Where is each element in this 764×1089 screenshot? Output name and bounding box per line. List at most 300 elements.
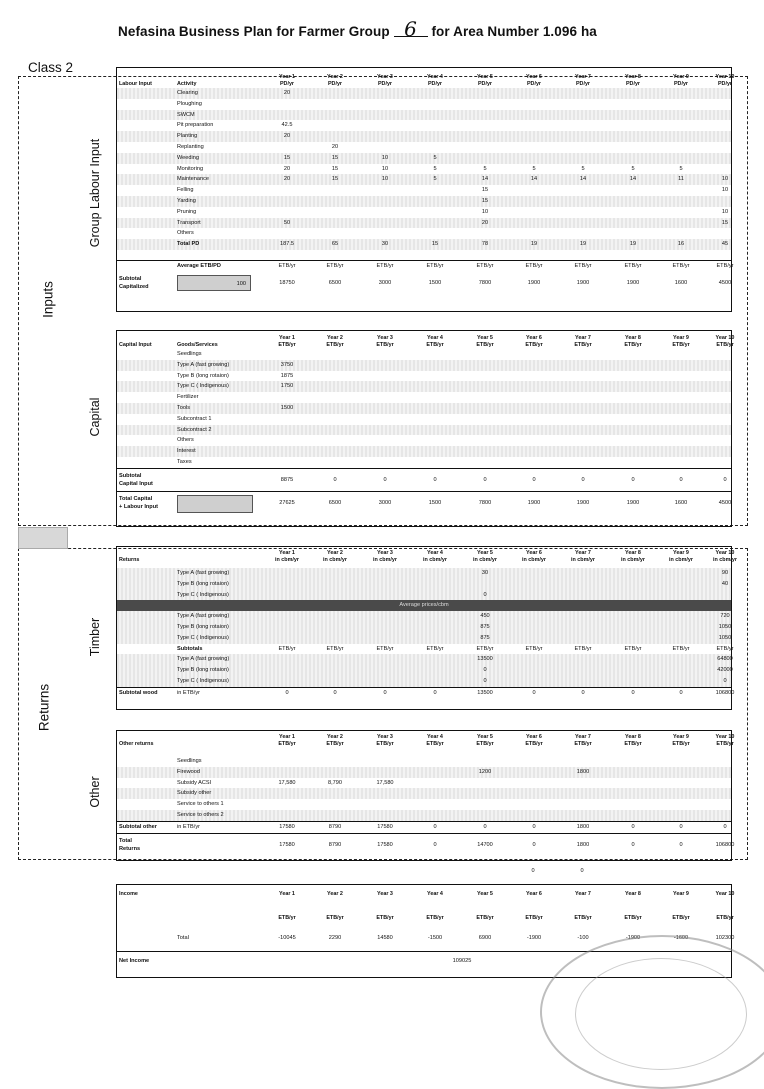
cell-year-1 xyxy=(267,335,307,349)
cell-year-6: ETB/yr xyxy=(525,915,543,921)
cell-year-9: 0 xyxy=(679,823,683,830)
cell-year-4: 0 xyxy=(433,476,437,483)
cell-year-1: -10045 xyxy=(278,935,296,941)
cell-year-5 xyxy=(465,74,505,88)
page-title xyxy=(118,17,597,41)
other-row-seedlings xyxy=(117,756,731,767)
cell-year-10: 1050 xyxy=(718,623,732,630)
cell-year-8: 19 xyxy=(629,241,637,248)
cell-year-1 xyxy=(267,734,307,748)
cell-year-8: ETB/yr xyxy=(624,262,642,269)
cell-year-1: ETB/yr xyxy=(278,262,296,269)
labour-subtotal-row xyxy=(117,272,731,294)
corner-label: Capital Input xyxy=(119,342,152,348)
year-unit: in cbm/yr xyxy=(473,557,497,563)
activity-label: Clearing xyxy=(177,90,198,96)
labour-row-maintenance xyxy=(117,174,731,185)
cell-year-3: 17,580 xyxy=(376,779,394,786)
labour-row-weeding xyxy=(117,153,731,164)
corner-label: Other returns xyxy=(119,741,154,747)
cell-year-6: 5 xyxy=(532,165,536,172)
cell-year-9 xyxy=(661,550,701,564)
year-label: Year 3 xyxy=(377,550,393,556)
year-label: Year 5 xyxy=(477,550,493,556)
capital-table xyxy=(116,330,735,527)
other-label: Other xyxy=(88,776,102,808)
price-band-row xyxy=(117,600,731,611)
cell-year-1: 20 xyxy=(283,133,291,140)
timber-type-label: Type A (fast growing) xyxy=(177,613,230,620)
year-unit: PD/yr xyxy=(526,81,542,87)
cell-year-10 xyxy=(705,550,745,564)
year-unit: ETB/yr xyxy=(426,741,444,747)
cell-year-8: 0 xyxy=(631,823,635,830)
year-label: Year 9 xyxy=(673,335,689,341)
year-label: Year 7 xyxy=(575,335,591,341)
cell-year-8: 0 xyxy=(631,476,635,483)
subtotal-line1: Subtotal xyxy=(119,275,142,282)
goods-label: Fertilizer xyxy=(177,394,199,401)
labour-row-clearing xyxy=(117,88,731,99)
cell-year-3: 0 xyxy=(383,476,387,483)
cell-year-2: 6500 xyxy=(328,279,342,286)
goods-label: Seedlings xyxy=(177,351,202,357)
year-unit: ETB/yr xyxy=(574,741,592,747)
capital-row-tools xyxy=(117,403,731,414)
cell-year-4: ETB/yr xyxy=(426,262,444,269)
timber-type-label: Type A (fast growing) xyxy=(177,570,230,576)
cell-year-1: 17580 xyxy=(279,823,295,830)
cell-year-5: 15 xyxy=(481,197,489,204)
timber-row xyxy=(117,654,731,665)
other-label: Subsidy ACSI xyxy=(177,779,212,786)
cell-year-4: ETB/yr xyxy=(426,645,444,652)
cell-year-7: 1800 xyxy=(576,823,590,830)
cell-year-10 xyxy=(705,335,745,349)
cell-year-2: 6500 xyxy=(328,499,342,506)
year-label: Year 1 xyxy=(279,335,295,341)
other-subtotal-row xyxy=(117,821,731,833)
year-unit: in cbm/yr xyxy=(713,557,737,563)
year-header-row xyxy=(117,550,737,564)
labour-row-pruning xyxy=(117,207,731,218)
cell-year-1: ETB/yr xyxy=(278,915,296,921)
timber-label: Timber xyxy=(88,617,102,657)
other-row-subsidy-acsi xyxy=(117,778,731,789)
cell-year-5: 15 xyxy=(481,187,489,194)
year-unit: in cbm/yr xyxy=(571,557,595,563)
income-unit-row xyxy=(117,915,734,933)
cell-year-8: 0 xyxy=(631,689,635,696)
cell-year-8: 1900 xyxy=(626,499,640,506)
year-label: Year 10 xyxy=(715,550,735,556)
cell-year-3 xyxy=(365,734,405,748)
subtotals-label: Subtotals xyxy=(177,645,203,652)
cell-year-4: 5 xyxy=(433,154,437,161)
other-row-firewood xyxy=(117,767,731,778)
income-header-row xyxy=(117,891,735,915)
subtotal-label xyxy=(119,472,153,488)
timber-type-label: Type C ( Indigenous) xyxy=(177,634,229,641)
cell-year-9: 1600 xyxy=(674,279,688,286)
spacer xyxy=(117,250,731,260)
activity-label: Maintenance xyxy=(177,176,210,183)
year-label: Year 4 xyxy=(427,335,443,341)
year-unit: ETB/yr xyxy=(426,342,444,348)
group-labour-label: Group Labour Input xyxy=(88,138,102,248)
year-label: Year 3 xyxy=(377,335,393,341)
total-label xyxy=(119,495,158,511)
cell-year-4: 5 xyxy=(433,176,437,183)
timber-row xyxy=(117,633,731,644)
year-unit: PD/yr xyxy=(477,81,493,87)
year-unit: ETB/yr xyxy=(624,741,642,747)
cell-year-9: 0 xyxy=(679,689,683,696)
subtotal-line2: Capital Input xyxy=(119,480,153,487)
cell-year-8 xyxy=(613,74,653,88)
cell-year-2 xyxy=(315,550,355,564)
cell-year-9: 16 xyxy=(677,241,685,248)
year-label: Year 9 xyxy=(673,550,689,556)
cell-year-8: 1900 xyxy=(626,279,640,286)
timber-row xyxy=(117,622,731,633)
cell-year-8: ETB/yr xyxy=(624,915,642,921)
cell-year-6 xyxy=(514,550,554,564)
labour-row-ploughing xyxy=(117,99,731,110)
timber-subtotal-row xyxy=(117,687,735,699)
cell-year-7: Year 7 xyxy=(575,891,591,897)
cell-year-3: 17580 xyxy=(377,823,393,830)
cell-year-10: 40 xyxy=(721,580,729,587)
cell-year-5: 1200 xyxy=(478,768,492,775)
cell-year-10: 4500 xyxy=(718,279,732,286)
cell-year-5: 875 xyxy=(480,634,490,641)
year-label: Year 7 xyxy=(575,734,591,740)
avg-header: Average ETB/PD xyxy=(177,262,221,269)
cell-year-4 xyxy=(415,734,455,748)
year-label: Year 6 xyxy=(526,335,542,341)
activity-label: Total PD xyxy=(177,241,200,248)
corner-label: Labour Input xyxy=(119,81,152,87)
year-unit: PD/yr xyxy=(625,81,641,87)
year-label: Year 2 xyxy=(327,335,343,341)
labour-row-transport xyxy=(117,218,731,229)
cell-year-5: 78 xyxy=(481,241,489,248)
cell-year-1: 1875 xyxy=(280,372,294,379)
cell-year-5: 13500 xyxy=(477,689,493,696)
capital-row-type-c-indigenous- xyxy=(117,381,731,392)
year-unit: PD/yr xyxy=(673,81,689,87)
cell-year-3: 10 xyxy=(381,176,389,183)
cell-year-8 xyxy=(613,734,653,748)
year-unit: ETB/yr xyxy=(672,741,690,747)
timber-type-label: Type B (long rotaion) xyxy=(177,580,229,587)
cell-year-1: 8875 xyxy=(280,476,294,483)
other-grid xyxy=(117,734,735,856)
title-suffix: for Area Number 1.096 ha xyxy=(431,24,597,39)
year-label: Year 2 xyxy=(327,550,343,556)
cell-year-6: ETB/yr xyxy=(525,645,543,652)
year-unit: ETB/yr xyxy=(278,741,296,747)
total-returns-label xyxy=(119,837,140,853)
cell-year-3: Year 3 xyxy=(377,891,393,897)
timber-table xyxy=(116,546,737,710)
cell-year-10: 10 xyxy=(721,187,729,194)
cell-year-5: 20 xyxy=(481,219,489,226)
goods-label: Interest xyxy=(177,448,196,455)
subtotal-wood-unit: in ETB/yr xyxy=(177,689,201,696)
cell-year-10: 720 xyxy=(720,613,730,620)
timber-row xyxy=(117,665,731,676)
cell-year-3 xyxy=(365,335,405,349)
labour-row-others xyxy=(117,228,731,239)
class-label: Class 2 xyxy=(28,60,74,75)
year-unit: in cbm/yr xyxy=(423,557,447,563)
subtotal-label xyxy=(119,275,149,291)
cell-year-5: 14 xyxy=(481,176,489,183)
cell-year-10: 45 xyxy=(721,241,729,248)
year-unit: ETB/yr xyxy=(525,342,543,348)
year-label: Year 2 xyxy=(327,74,343,80)
capital-total-row xyxy=(117,491,731,514)
year-unit: in cbm/yr xyxy=(275,557,299,563)
net-income-label: Net Income xyxy=(119,958,150,964)
cell-year-1: 27625 xyxy=(279,499,295,506)
year-label: Year 8 xyxy=(625,734,641,740)
year-unit: PD/yr xyxy=(575,81,591,87)
capital-row-type-a-fast-growing- xyxy=(117,360,731,371)
year-unit: in cbm/yr xyxy=(522,557,546,563)
cell-year-1: Year 1 xyxy=(279,891,295,897)
cell-year-6 xyxy=(514,74,554,88)
returns-label: Returns xyxy=(36,683,52,732)
labour-row-felling xyxy=(117,185,731,196)
total-returns-row xyxy=(117,833,735,856)
timber-type-label: Type C ( Indigenous) xyxy=(177,677,229,684)
cell-year-7: 1800 xyxy=(576,841,590,848)
labour-row-monitoring xyxy=(117,164,731,175)
year-unit: PD/yr xyxy=(279,81,295,87)
timber-type-label: Type B (long rotaion) xyxy=(177,667,229,674)
below-row xyxy=(116,866,732,877)
capital-row-seedlings xyxy=(117,349,731,360)
year-label: Year 1 xyxy=(279,74,295,80)
year-label: Year 3 xyxy=(377,734,393,740)
cell-year-7: 0 xyxy=(581,689,585,696)
labour-grid xyxy=(117,74,735,294)
net-income-value: 109025 xyxy=(452,958,472,964)
cell-year-5: 875 xyxy=(480,623,490,630)
cell-year-10: 42000 xyxy=(717,667,733,674)
cell-year-2: 8,790 xyxy=(328,779,342,786)
year-unit: ETB/yr xyxy=(278,342,296,348)
year-label: Year 9 xyxy=(673,74,689,80)
year-unit: PD/yr xyxy=(427,81,443,87)
activity-label: Ploughing xyxy=(177,100,202,107)
cell-year-1: 50 xyxy=(283,219,291,226)
column-header: Goods/Services xyxy=(177,342,218,348)
cell-year-10: Year 10 xyxy=(715,891,735,897)
cell-year-4: 15 xyxy=(431,241,439,248)
capital-row-others xyxy=(117,435,731,446)
cell-year-9: 5 xyxy=(679,165,683,172)
year-unit: ETB/yr xyxy=(574,342,592,348)
total-line1: Total Capital xyxy=(119,495,153,502)
income-total-label: Total xyxy=(177,935,189,941)
cell-year-5 xyxy=(465,550,505,564)
year-unit: in cbm/yr xyxy=(323,557,347,563)
cell-year-4: 1500 xyxy=(428,499,442,506)
timber-row xyxy=(117,568,731,579)
cell-year-10: 106800 xyxy=(715,841,735,848)
cell-year-5: 0 xyxy=(483,667,487,674)
cell-year-5 xyxy=(465,335,505,349)
income-label: Income xyxy=(119,891,138,897)
capital-row-subcontract-2 xyxy=(117,425,731,436)
cell-year-9: 11 xyxy=(678,176,684,183)
labour-row-yarding xyxy=(117,196,731,207)
cell-year-8 xyxy=(613,550,653,564)
cell-year-5: Year 5 xyxy=(477,891,493,897)
cell-year-1: 20 xyxy=(283,176,291,183)
cell-year-4 xyxy=(415,74,455,88)
goods-label: Subcontract 2 xyxy=(177,426,212,433)
other-row-subsidy-other xyxy=(117,788,731,799)
labour-row-pit-preparation xyxy=(117,120,731,131)
labour-row-swcm xyxy=(117,110,731,121)
separator-box xyxy=(18,527,68,549)
year-label: Year 7 xyxy=(575,550,591,556)
capital-row-subcontract-1 xyxy=(117,414,731,425)
year-label: Year 6 xyxy=(526,734,542,740)
cell-year-1: 1500 xyxy=(280,404,294,411)
cell-year-5: 7800 xyxy=(478,279,492,286)
cell-year-5: 0 xyxy=(483,591,487,598)
cell-year-10: 64800 xyxy=(717,656,733,663)
year-label: Year 2 xyxy=(327,734,343,740)
cell-year-6: 0 xyxy=(532,689,536,696)
cell-year-2: 15 xyxy=(331,154,339,161)
cell-year-4: 0 xyxy=(433,841,437,848)
subtotal-line1: Subtotal xyxy=(119,472,142,479)
cell-year-2: ETB/yr xyxy=(326,262,344,269)
cell-year-3: ETB/yr xyxy=(376,262,394,269)
cell-year-1: 20 xyxy=(283,165,291,172)
cell-year-2: ETB/yr xyxy=(326,645,344,652)
timber-row xyxy=(117,676,731,687)
subtotal-other-unit: in ETB/yr xyxy=(177,823,201,830)
cell-year-8: -1900 xyxy=(625,935,641,941)
cell-year-2: 0 xyxy=(333,689,337,696)
cell-year-7: 1900 xyxy=(576,279,590,286)
timber-type-label: Type A (fast growing) xyxy=(177,656,230,663)
cell-year-10: 0 xyxy=(723,823,727,830)
cell-year-7: ETB/yr xyxy=(574,262,592,269)
cell-year-7: 0 xyxy=(580,868,584,874)
cell-year-4: 0 xyxy=(433,689,437,696)
cell-year-1: 42.5 xyxy=(281,122,293,129)
timber-type-label: Type B (long rotaion) xyxy=(177,623,229,630)
subtotal-line2: Capitalized xyxy=(119,283,149,290)
cell-year-9: ETB/yr xyxy=(672,915,690,921)
cell-year-1: 1750 xyxy=(280,383,294,390)
cell-year-7: 1900 xyxy=(576,499,590,506)
cell-year-4: 5 xyxy=(433,165,437,172)
activity-label: Transport xyxy=(177,219,201,226)
cell-year-2: ETB/yr xyxy=(326,915,344,921)
cell-year-5: ETB/yr xyxy=(476,645,494,652)
cell-year-6: Year 6 xyxy=(526,891,542,897)
capital-row-fertilizer xyxy=(117,392,731,403)
year-unit: ETB/yr xyxy=(326,741,344,747)
cell-year-5: ETB/yr xyxy=(476,262,494,269)
cell-year-6: 0 xyxy=(531,868,535,874)
cell-year-5: 0 xyxy=(483,823,487,830)
capital-row-taxes xyxy=(117,457,731,468)
cell-year-10: 102300 xyxy=(715,935,735,941)
timber-row xyxy=(117,590,731,601)
year-unit: ETB/yr xyxy=(716,741,734,747)
cell-year-7 xyxy=(563,550,603,564)
year-label: Year 9 xyxy=(673,734,689,740)
cell-year-10: 1050 xyxy=(718,634,732,641)
cell-year-2: 2290 xyxy=(328,935,342,941)
year-label: Year 5 xyxy=(477,734,493,740)
cell-year-2 xyxy=(315,335,355,349)
goods-label: Type A (fast growing) xyxy=(177,361,230,368)
cell-year-10: 15 xyxy=(721,219,729,226)
year-label: Year 5 xyxy=(477,335,493,341)
year-label: Year 5 xyxy=(477,74,493,80)
cell-year-5: ETB/yr xyxy=(476,915,494,921)
capital-row-type-b-long-rotaion- xyxy=(117,371,731,382)
group-number: 6 xyxy=(394,22,428,37)
cell-year-7: 0 xyxy=(581,476,585,483)
cell-year-2 xyxy=(315,734,355,748)
cell-year-3: 10 xyxy=(381,165,389,172)
year-label: Year 1 xyxy=(279,550,295,556)
cell-year-3 xyxy=(365,74,405,88)
cell-year-4: -1500 xyxy=(427,935,443,941)
cell-year-1: 18750 xyxy=(279,279,295,286)
capital-grid xyxy=(117,335,735,514)
cell-year-5: 5 xyxy=(483,165,487,172)
cell-year-1: 20 xyxy=(283,90,291,96)
cell-year-9 xyxy=(661,335,701,349)
cell-year-8: 0 xyxy=(631,841,635,848)
cell-year-8 xyxy=(613,335,653,349)
labour-row-total-pd xyxy=(117,239,731,250)
cell-year-7 xyxy=(563,74,603,88)
activity-label: Weeding xyxy=(177,154,199,161)
total-line2: + Labour Input xyxy=(119,503,158,510)
cell-year-9: 0 xyxy=(679,841,683,848)
cell-year-3: 14580 xyxy=(377,935,393,941)
labour-row-replanting xyxy=(117,142,731,153)
cell-year-5: 7800 xyxy=(478,499,492,506)
cell-year-5: 0 xyxy=(483,476,487,483)
cell-year-8: Year 8 xyxy=(625,891,641,897)
cell-year-3: 30 xyxy=(381,241,389,248)
cell-year-1: 17,580 xyxy=(278,779,296,786)
column-header: Activity xyxy=(177,81,197,87)
cell-year-3: ETB/yr xyxy=(376,915,394,921)
price-band-label: Average prices/cbm xyxy=(399,602,449,609)
cell-year-10: 10 xyxy=(721,208,729,215)
labour-subheader-row xyxy=(117,260,734,272)
cell-year-2: 8790 xyxy=(328,823,342,830)
cell-year-10: ETB/yr xyxy=(716,645,734,652)
